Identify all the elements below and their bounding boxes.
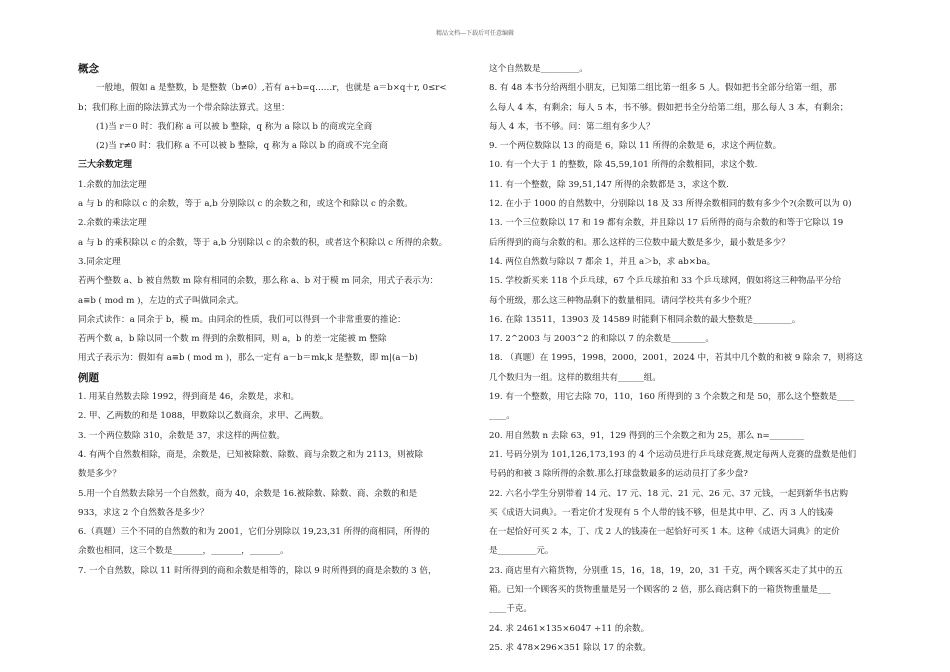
left-line: a 与 b 的乘积除以 c 的余数，等于 a,b 分别除以 c 的余数的积，或者这个积除以 c 所得的余数。 [78, 237, 448, 248]
right-line: 15. 学校新买来 118 个乒乓球，67 个乒乓球拍和 33 个乒乓球网，假如将这三种物品平分给 [489, 276, 841, 287]
right-line: 这个自然数是_________。 [489, 64, 588, 74]
left-line: 数是多少？ [78, 469, 121, 480]
right-line: 16. 在除 13511，13903 及 14589 时能剩下相同余数的最大整数是_________。 [489, 314, 801, 325]
left-line: 933，求这 2 个自然数各是多少？ [78, 507, 209, 518]
left-line: b；我们称上面的除法算式为一个带余除法算式。这里： [78, 102, 290, 113]
right-line: 后所得到的商与余数的和。那么这样的三位数中最大数是多少，最小数是多少？ [489, 237, 790, 248]
left-line: 三大余数定理 [78, 160, 133, 171]
right-line: 几个数归为一组。这样的数组共有______组。 [489, 372, 661, 383]
left-line: (1)当 r＝0 时：我们称 a 可以被 b 整除，q 称为 a 除以 b 的商或完全商 [96, 121, 373, 132]
left-line: 3.同余定理 [78, 256, 121, 267]
right-line: 14. 两位自然数与除以 7 都余 1，并且 a＞b，求 ab×ba。 [489, 256, 716, 267]
left-line: 一般地，假如 a 是整数，b 是整数（b≠0）,若有 a÷b=q……r，也就是 a＝b×q＋r, 0≤r< [96, 83, 447, 94]
right-line: 12. 在小于 1000 的自然数中，分别除以 18 及 33 所得余数相同的数有多少个?(余数可以为 0) [489, 199, 852, 210]
left-column [78, 60, 458, 581]
left-line: a≡b ( mod m )，左边的式子叫做同余式。 [78, 295, 244, 306]
left-line: 1. 用某自然数去除 1992，得到商是 46，余数是，求和。 [78, 392, 300, 403]
right-line: 8. 有 48 本书分给两组小朋友，已知第二组比第一组多 5 人。假如把书全部分给第一组，那 [489, 83, 837, 94]
right-line: 是_________元。 [489, 546, 554, 557]
right-line: 9. 一个两位数除以 13 的商是 6，除以 11 所得的余数是 6，求这个两位数。 [489, 141, 782, 152]
right-line: 买《成语大词典》。一看定价才发现有 5 个人带的钱不够，但是其中甲、乙、丙 3 人的钱凑 [489, 507, 834, 518]
right-line: 箱。已知一个顾客买的货物重量是另一个顾客的 2 倍，那么商店剩下的一箱货物重量是___ [489, 585, 831, 596]
right-line: 24. 求 2461×135×6047 ÷11 的余数。 [489, 623, 650, 634]
right-line: 18. （真题）在 1995，1998，2000，2001，2024 中，若其中几个数的和被 9 除余 7，则将这 [489, 353, 863, 364]
left-line: 2.余数的乘法定理 [78, 218, 147, 229]
left-line: (2)当 r≠0 时：我们称 a 不可以被 b 整除，q 称为 a 除以 b 的商或不完全商 [96, 141, 388, 152]
right-line: 23. 商店里有六箱货物，分别重 15，16，18，19，20，31 千克，两个顾客买走了其中的五 [489, 565, 843, 576]
right-line: 在一起恰好可买 2 本，丁、戊 2 人的钱凑在一起恰好可买 1 本。这种《成语大词典》的定价 [489, 527, 840, 538]
left-line: 5.用一个自然数去除另一个自然数，商为 40，余数是 16.被除数、除数、商、余数的和是 [78, 488, 418, 499]
left-line: 4. 有两个自然数相除，商是，余数是，已知被除数、除数、商与余数之和为 2113，则被除 [78, 449, 423, 460]
right-line: 13. 一个三位数除以 17 和 19 都有余数，并且除以 17 后所得的商与余数的和等于它除以 19 [489, 218, 844, 229]
left-line: 同余式读作：a 同余于 b，模 m。由同余的性质，我们可以得到一个非常重要的推论： [78, 314, 406, 325]
left-line: 用式子表示为：假如有 a≡b ( mod m )，那么一定有 a－b＝mk,k 是整数，即 m|(a－b) [78, 353, 418, 364]
left-line: 若两个整数 a、b 被自然数 m 除有相同的余数，那么称 a、b 对于模 m 同余，用式子表示为： [78, 276, 439, 287]
right-line: 21. 号码分别为 101,126,173,193 的 4 个运动员进行乒乓球竞赛,规定每两人竞赛的盘数是他们 [489, 449, 857, 460]
left-line: 概念 [78, 63, 99, 75]
left-line: 2. 甲、乙两数的和是 1088，甲数除以乙数商余，求甲、乙两数。 [78, 411, 329, 422]
left-line: 例题 [78, 371, 99, 384]
left-line: 余数也相同，这三个数是_______，_______，_______。 [78, 546, 289, 557]
page-header: 精品文档---下载后可任意编辑 [435, 30, 515, 37]
right-line: 每个班级，那么这三种物品剩下的数量相同。请问学校共有多少个班？ [489, 295, 756, 306]
right-line: 么每人 4 本，有剩余；每人 5 本，书不够。假如把书全分给第二组，那么每人 3 本，有剩余； [489, 102, 849, 113]
left-line: 7. 一个自然数，除以 11 时所得到的商和余数是相等的，除以 9 时所得到的商是余数的 3 倍， [78, 565, 437, 576]
left-line: a 与 b 的和除以 c 的余数，等于 a,b 分别除以 c 的余数之和，或这个和除以 c 的余数。 [78, 199, 413, 210]
right-line: 17. 2^2003 与 2003^2 的和除以 7 的余数是________。 [489, 334, 714, 345]
right-line: 20. 用自然数 n 去除 63，91，129 得到的三个余数之和为 25，那么 n=________ [489, 430, 805, 441]
left-line: 6.（真题）三个不同的自然数的和为 2001，它们分别除以 19,23,31 所得的商相同，所得的 [78, 527, 430, 538]
right-column [489, 60, 874, 658]
right-line: 号码的和被 3 除所得的余数.那么打球盘数最多的运动员打了多少盘? [489, 469, 748, 480]
right-line: 10. 有一个大于 1 的整数，除 45,59,101 所得的余数相同，求这个数. [489, 160, 758, 171]
right-line: 每人 4 本，书不够。问：第二组有多少人？ [489, 121, 655, 132]
right-line: 19. 有一个整数，用它去除 70，110，160 所得到的 3 个余数之和是 50，那么这个整数是____ [489, 392, 855, 403]
right-line: ____千克。 [489, 604, 532, 615]
left-line: 1.余数的加法定理 [78, 179, 147, 190]
left-line: 若两个数 a，b 除以同一个数 m 得到的余数相同，则 a，b 的差一定能被 m 整除 [78, 334, 387, 345]
right-line: 25. 求 478×296×351 除以 17 的余数。 [489, 642, 652, 653]
left-line: 3. 一个两位数除 310，余数是 37，求这样的两位数。 [78, 430, 286, 441]
right-line: 11. 有一个整数，除 39,51,147 所得的余数都是 3，求这个数. [489, 179, 729, 190]
right-line: 22. 六名小学生分别带着 14 元、17 元、18 元、21 元、26 元、37 元钱，一起到新华书店购 [489, 488, 848, 499]
right-line: ____。 [489, 411, 515, 422]
